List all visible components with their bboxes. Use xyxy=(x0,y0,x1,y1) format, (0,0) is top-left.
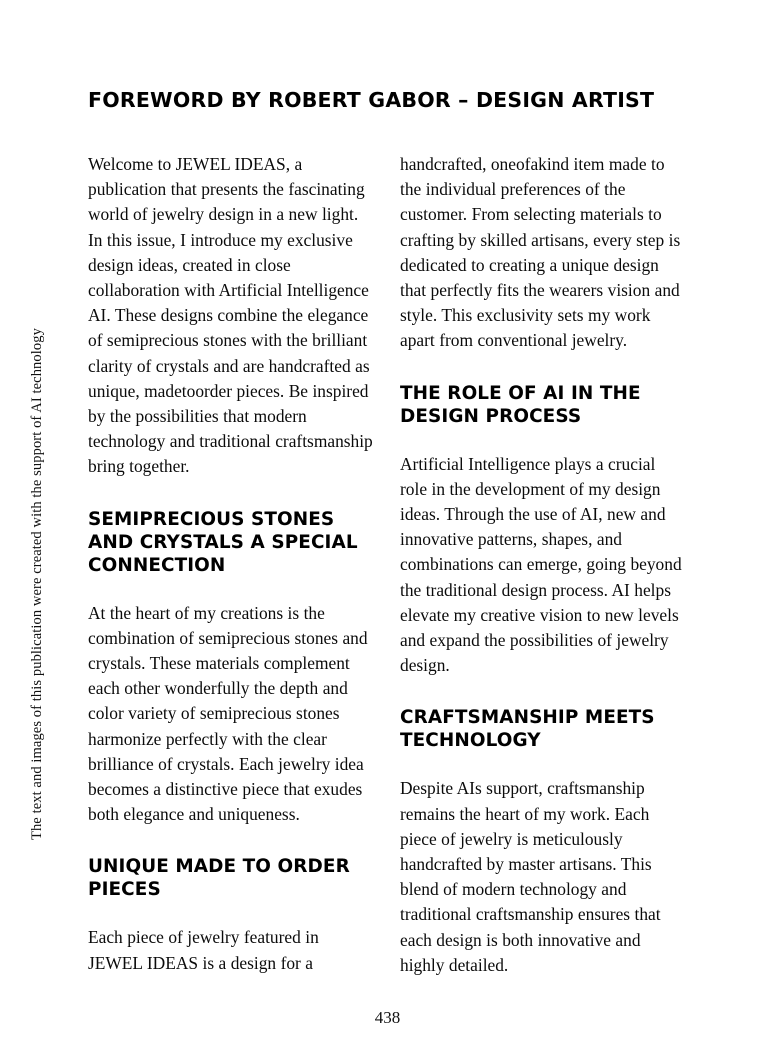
paragraph-intro: Welcome to JEWEL IDEAS, a publication that presents the fascinating world of jewelry design in a new light. In this issue, I introduce my exclusive design ideas, created in close collaboration with Artificial Intelligence AI. These designs combine the elegance of semiprecious stones with the brilliant clarity of crystals and are handcrafted as unique, madetoorder pieces. Be inspired by the possibilities that modern technology and traditional craftsmanship bring together. xyxy=(88,154,373,477)
heading-unique-made-to-order: UNIQUE MADE TO ORDER PIECES xyxy=(88,856,350,901)
page-number: 438 xyxy=(374,1008,401,1027)
paragraph-craftsmanship: Despite AIs support, craftsmanship remains the heart of my work. Each piece of jewelry is meticulously handcrafted by master artisans. This blend of modern technology and traditional craftsmanship ensures that each design is both innovative and highly detailed. xyxy=(400,778,661,975)
heading-role-of-ai: THE ROLE OF AI IN THE DESIGN PROCESS xyxy=(400,382,641,427)
text-columns xyxy=(88,152,686,980)
heading-craftsmanship-meets-technology: CRAFTSMANSHIP MEETS TECHNOLOGY xyxy=(400,707,655,752)
paragraph-unique-continued: handcrafted, oneofakind item made to the individual preferences of the customer. From selecting materials to crafting by skilled artisans, every step is dedicated to creating a unique design that perfectly fits the wearers vision and style. This exclusivity sets my work apart from conventional jewelry. xyxy=(400,154,681,351)
side-note-ai-disclaimer: The text and images of this publication were created with the support of AI technology xyxy=(29,328,45,840)
paragraph-semiprecious-stones: At the heart of my creations is the combination of semiprecious stones and crystals. These materials complement each other wonderfully the depth and color variety of semiprecious stones harmonize perfectly with the clear brilliance of crystals. Each jewelry idea becomes a distinctive piece that exudes both elegance and uniqueness. xyxy=(88,602,368,825)
page-title: FOREWORD BY ROBERT GABOR – DESIGN ARTIST xyxy=(88,87,655,112)
heading-semiprecious-stones: SEMIPRECIOUS STONES AND CRYSTALS A SPECIAL CONNECTION xyxy=(88,508,358,576)
column-left xyxy=(88,152,374,980)
paragraph-role-of-ai: Artificial Intelligence plays a crucial role in the development of my design ideas. Through the use of AI, new and innovative patterns, shapes, and combinations can emerge, going beyond the traditional design process. AI helps elevate my creative vision to new levels and expand the possibilities of jewelry design. xyxy=(400,453,682,676)
paragraph-unique-made-to-order: Each piece of jewelry featured in JEWEL IDEAS is a design for a xyxy=(88,927,319,973)
column-right xyxy=(400,152,686,980)
